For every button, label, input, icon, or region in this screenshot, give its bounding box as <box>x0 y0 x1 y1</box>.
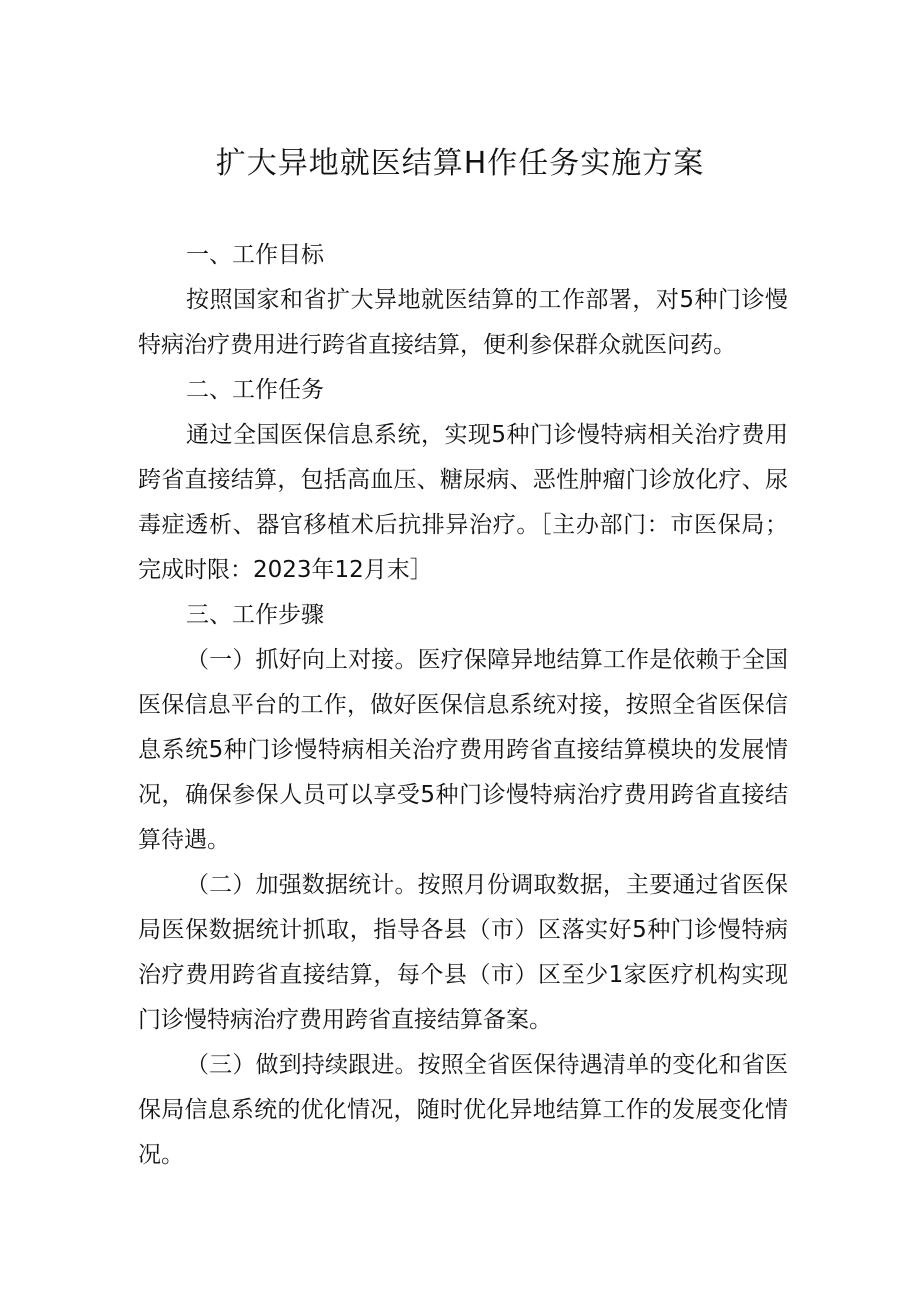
section-heading-tasks: 二、工作任务 <box>186 377 324 403</box>
document-body <box>138 233 788 1178</box>
paragraph-step-1: （一）抓好向上对接。医疗保障异地结算工作是依赖于全国医保信息平台的工作，做好医保信息系统对接，按照全省医保信息系统5种门诊慢特病相关治疗费用跨省直接结算模块的发展情况，确保参保人员可以享受5种门诊慢特病治疗费用跨省直接结算待遇。 <box>138 647 788 853</box>
paragraph-step-3: （三）做到持续跟进。按照全省医保待遇清单的变化和省医保局信息系统的优化情况，随时优化异地结算工作的发展变化情况。 <box>138 1052 788 1168</box>
section-heading-goals: 一、工作目标 <box>186 242 324 268</box>
paragraph-step-2: （二）加强数据统计。按照月份调取数据，主要通过省医保局医保数据统计抓取，指导各县（市）区落实好5种门诊慢特病治疗费用跨省直接结算，每个县（市）区至少1家医疗机构实现门诊慢特病治疗费用跨省直接结算备案。 <box>138 872 788 1033</box>
section-heading-steps: 三、工作步骤 <box>186 602 324 628</box>
paragraph-tasks: 通过全国医保信息系统，实现5种门诊慢特病相关治疗费用跨省直接结算，包括高血压、糖尿病、恶性肿瘤门诊放化疗、尿毒症透析、器官移植术后抗排异治疗。［主办部门：市医保局；完成时限：2023年12月末］ <box>138 422 788 583</box>
paragraph-goals: 按照国家和省扩大异地就医结算的工作部署，对5种门诊慢特病治疗费用进行跨省直接结算，便利参保群众就医问药。 <box>138 287 788 358</box>
document-title: 扩大异地就医结算H作任务实施方案 <box>215 146 705 181</box>
